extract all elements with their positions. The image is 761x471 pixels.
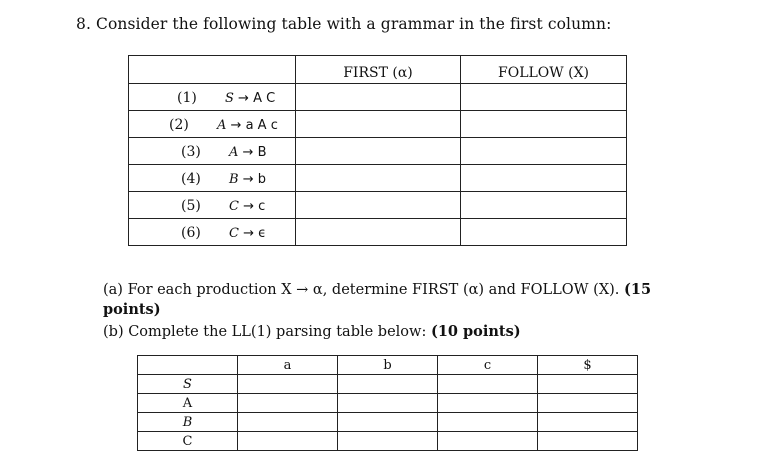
- first-cell: [296, 84, 461, 111]
- grammar-row: [129, 192, 627, 219]
- part-b-points: (10 points): [430, 323, 521, 340]
- ll-table-row: [138, 375, 638, 394]
- nonterminal-label: B: [138, 413, 238, 432]
- ll-cell: [538, 413, 638, 432]
- ll-cell: [538, 432, 638, 451]
- production-rhs: b: [257, 172, 267, 187]
- question-title: 8. Consider the following table with a grammar in the first column:: [76, 15, 612, 33]
- ll-cell: [238, 413, 338, 432]
- ll-table-row: [138, 394, 638, 413]
- follow-cell: [461, 219, 627, 246]
- arrow-icon: →: [242, 172, 254, 187]
- grammar-table: [128, 55, 627, 246]
- production-cell: [129, 165, 296, 192]
- ll-cell: [238, 375, 338, 394]
- header-terminal-a: a: [238, 356, 338, 375]
- ll-cell: [338, 432, 438, 451]
- production-number: (6): [181, 225, 201, 241]
- production-lhs: A: [229, 145, 239, 160]
- header-first: FIRST (α): [296, 56, 461, 84]
- nonterminal-label: S: [138, 375, 238, 394]
- first-cell: [296, 111, 461, 138]
- ll-cell: [438, 413, 538, 432]
- follow-cell: [461, 138, 627, 165]
- production-rule: [229, 226, 266, 241]
- production-number: (2): [169, 117, 189, 133]
- production-rhs: a A c: [245, 118, 278, 133]
- header-terminal-dollar: $: [538, 356, 638, 375]
- ll-cell: [238, 394, 338, 413]
- ll-cell: [438, 394, 538, 413]
- production-rule: [229, 145, 267, 160]
- production-rhs: B: [257, 145, 267, 160]
- first-cell: [296, 165, 461, 192]
- header-follow: FOLLOW (X): [461, 56, 627, 84]
- arrow-icon: →: [243, 226, 254, 241]
- production-number: (4): [181, 171, 201, 187]
- production-number: (5): [181, 198, 201, 214]
- production-rule: [217, 118, 278, 133]
- production-rhs: c: [258, 199, 266, 214]
- nonterminal-label: A: [138, 394, 238, 413]
- production-lhs: S: [225, 91, 234, 106]
- header-terminal-c: c: [438, 356, 538, 375]
- production-cell: [129, 219, 296, 246]
- grammar-row: [129, 138, 627, 165]
- follow-cell: [461, 111, 627, 138]
- production-cell: [129, 192, 296, 219]
- grammar-table-header: [129, 56, 627, 84]
- ll-table-row: [138, 413, 638, 432]
- production-cell: [129, 84, 296, 111]
- ll-cell: [538, 375, 638, 394]
- follow-cell: [461, 192, 627, 219]
- ll-cell: [538, 394, 638, 413]
- follow-cell: [461, 165, 627, 192]
- ll-cell: [438, 432, 538, 451]
- first-cell: [296, 138, 461, 165]
- arrow-icon: →: [242, 145, 254, 160]
- first-cell: [296, 219, 461, 246]
- part-b-text: (b) Complete the LL(1) parsing table below:: [103, 324, 427, 340]
- grammar-row: [129, 219, 627, 246]
- nonterminal-label: C: [138, 432, 238, 451]
- ll-cell: [238, 432, 338, 451]
- header-grammar: [129, 56, 296, 84]
- grammar-row: [129, 165, 627, 192]
- header-terminal-b: b: [338, 356, 438, 375]
- production-lhs: B: [229, 172, 239, 187]
- production-lhs: A: [217, 118, 227, 133]
- grammar-row: [129, 84, 627, 111]
- ll-cell: [338, 394, 438, 413]
- part-a-text: (a) For each production X → α, determine FIRST (α) and FOLLOW (X).: [103, 282, 620, 298]
- ll-cell: [438, 375, 538, 394]
- arrow-icon: →: [238, 91, 249, 106]
- arrow-icon: →: [230, 118, 242, 133]
- ll1-parsing-table: [137, 355, 638, 451]
- production-lhs: C: [229, 226, 239, 241]
- header-corner: [138, 356, 238, 375]
- ll-cell: [338, 375, 438, 394]
- ll-table-header: [138, 356, 638, 375]
- production-lhs: C: [229, 199, 239, 214]
- production-cell: [129, 138, 296, 165]
- production-number: (1): [177, 90, 197, 106]
- production-rhs: ϵ: [258, 226, 267, 241]
- arrow-icon: →: [243, 199, 254, 214]
- production-rule: [229, 172, 266, 187]
- production-rule: [229, 199, 265, 214]
- ll-cell: [338, 413, 438, 432]
- part-a-points: (15 points): [103, 281, 652, 318]
- production-number: (3): [181, 144, 201, 160]
- part-b-question: [103, 322, 521, 342]
- follow-cell: [461, 84, 627, 111]
- production-cell: [129, 111, 296, 138]
- production-rhs: A C: [253, 91, 276, 106]
- grammar-row: [129, 111, 627, 138]
- production-rule: [225, 91, 275, 106]
- first-cell: [296, 192, 461, 219]
- part-a-question: [103, 280, 663, 320]
- ll-table-row: [138, 432, 638, 451]
